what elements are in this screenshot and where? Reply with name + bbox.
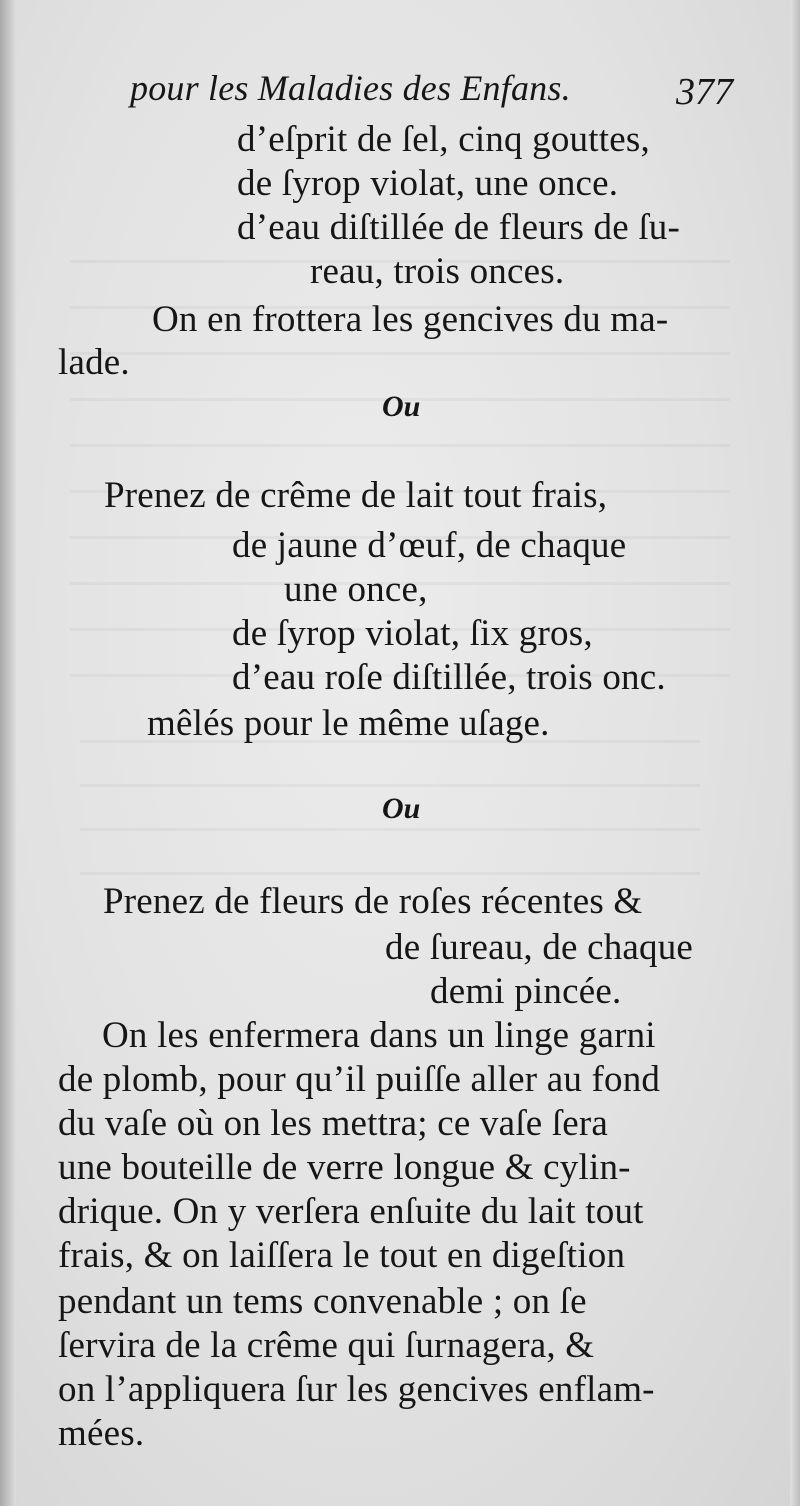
paragraph-line: frais, & on laiſſera le tout en digeſtion — [58, 1235, 626, 1276]
recipe-line: Prenez de crême de lait tout frais, — [104, 475, 608, 516]
page-edge-right — [790, 0, 800, 1506]
recipe-line: d’eſprit de ſel, cinq gouttes, — [237, 119, 650, 160]
recipe-line: de jaune d’œuf, de chaque — [232, 525, 627, 566]
paragraph-line: drique. On y verſera enſuite du lait tout — [58, 1191, 644, 1232]
paragraph-line: du vaſe où on les mettra; ce vaſe ſera — [58, 1103, 609, 1144]
paragraph-line: pendant un tems convenable ; on ſe — [58, 1281, 587, 1322]
paragraph-line: On les enfermera dans un linge garni — [102, 1015, 656, 1056]
recipe-line: de ſyrop violat, ſix gros, — [232, 613, 593, 654]
alternative-heading: Ou — [382, 390, 421, 423]
recipe-line: de ſyrop violat, une once. — [237, 163, 619, 204]
recipe-line: d’eau diſtillée de fleurs de ſu- — [237, 207, 681, 248]
recipe-line: de ſureau, de chaque — [385, 927, 694, 968]
paragraph-line: mées. — [58, 1413, 145, 1454]
paragraph-line: on l’appliquera ſur les gencives enflam- — [58, 1369, 655, 1410]
paragraph-line: ſervira de la crême qui ſurnagera, & — [58, 1325, 595, 1366]
page-edge-left — [0, 0, 16, 1506]
recipe-line: demi pincée. — [430, 971, 622, 1012]
recipe-line: Prenez de fleurs de roſes récentes & — [103, 881, 643, 922]
paragraph-line: une bouteille de verre longue & cylin- — [58, 1147, 631, 1188]
running-title: pour les Maladies des Enfans. — [130, 68, 571, 108]
recipe-line: une once, — [284, 569, 428, 610]
recipe-line: reau, trois onces. — [310, 251, 565, 292]
paragraph-line: de plomb, pour qu’il puiſſe aller au fond — [58, 1059, 661, 1100]
recipe-line: d’eau roſe diſtillée, trois onc. — [232, 657, 666, 698]
instruction-line: On en frottera les gencives du ma- — [152, 299, 669, 340]
instruction-line: lade. — [58, 342, 130, 383]
alternative-heading: Ou — [382, 792, 421, 825]
page-number: 377 — [676, 71, 733, 113]
instruction-line: mêlés pour le même uſage. — [147, 703, 550, 744]
